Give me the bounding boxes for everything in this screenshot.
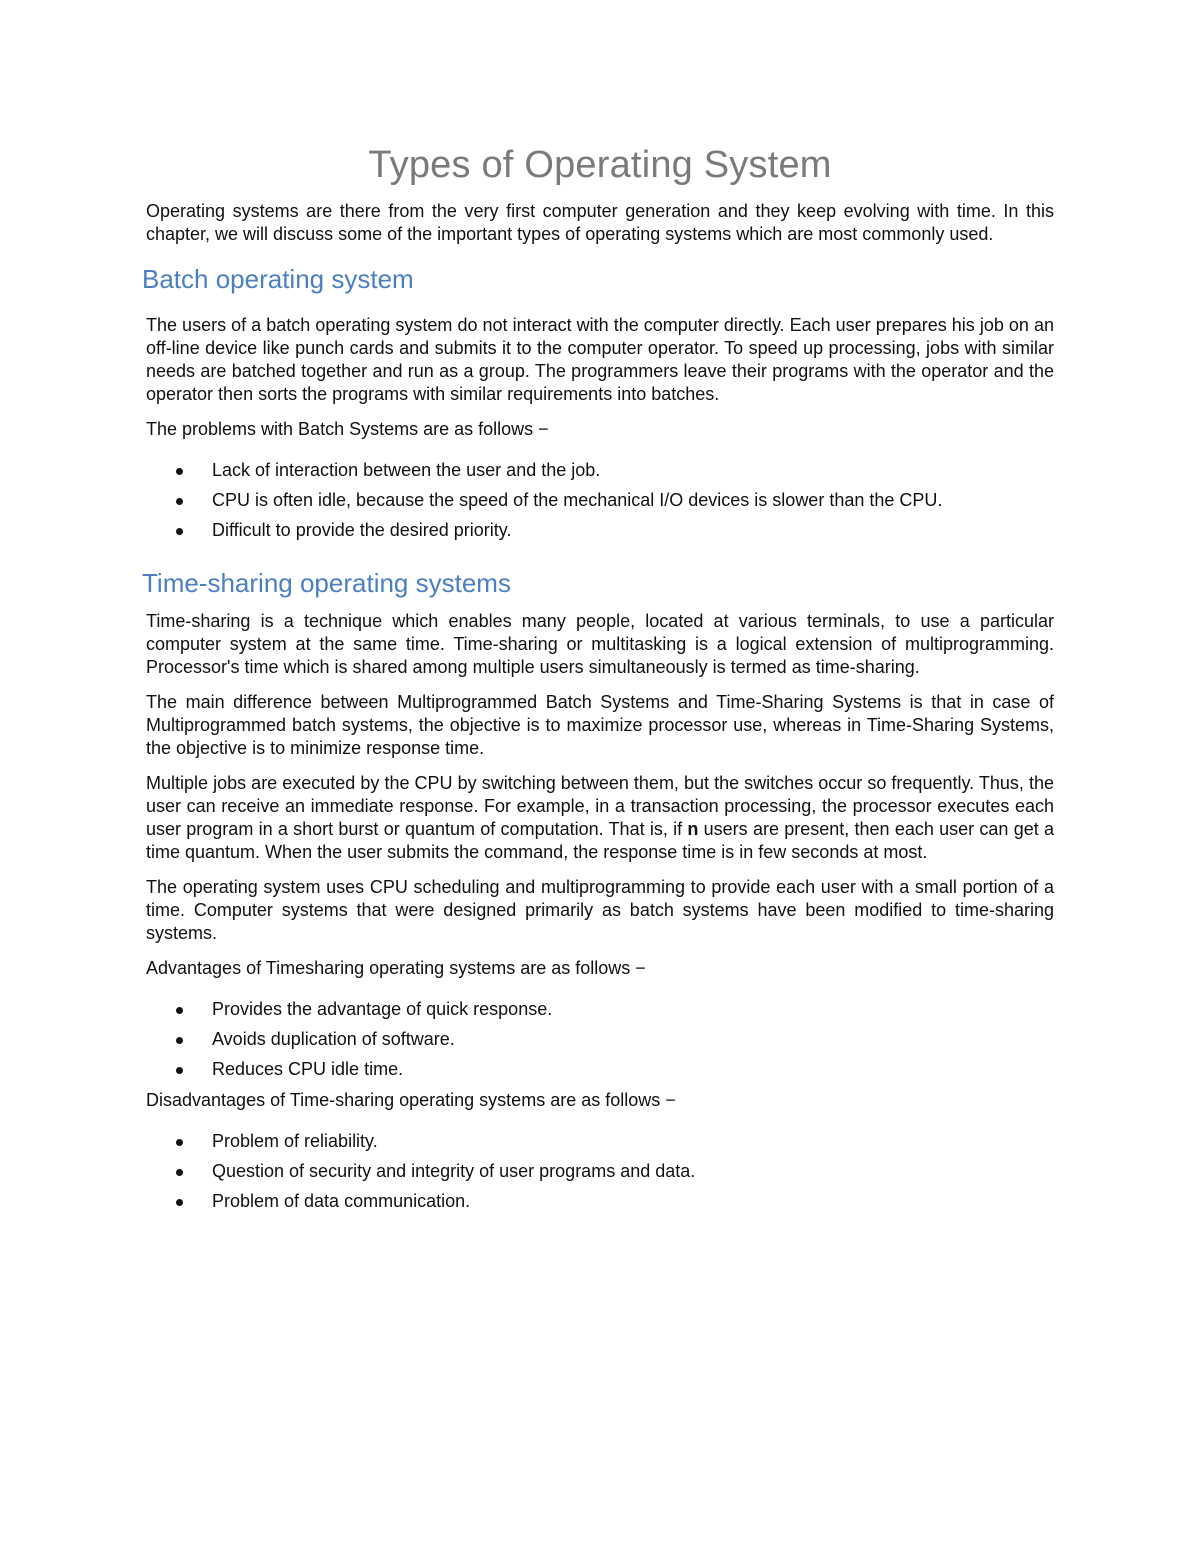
timesharing-paragraph-4: The operating system uses CPU scheduling and multiprogramming to provide each user with a small portion of a time. Computer systems that were designed primarily as batch systems have been modified to time-sharing systems. bbox=[146, 877, 1054, 943]
bullet-icon bbox=[176, 1007, 183, 1014]
list-item-text: Problem of reliability. bbox=[212, 1131, 378, 1151]
list-item-text: CPU is often idle, because the speed of the mechanical I/O devices is slower than the CPU. bbox=[212, 490, 943, 510]
bullet-icon bbox=[176, 1037, 183, 1044]
timesharing-paragraph-1: Time-sharing is a technique which enables many people, located at various terminals, to use a particular computer system at the same time. Time-sharing or multitasking is a logical extension of multiprogramming. Processor's time which is shared among multiple users simultaneously is termed as time-sharing. bbox=[146, 611, 1054, 677]
bullet-icon bbox=[176, 498, 183, 505]
list-item bbox=[146, 1058, 1054, 1081]
list-item bbox=[146, 1028, 1054, 1051]
emphasis-n: n bbox=[687, 819, 699, 839]
bullet-icon bbox=[176, 528, 183, 535]
batch-problems-lead: The problems with Batch Systems are as follows − bbox=[146, 419, 549, 439]
bullet-icon bbox=[176, 1169, 183, 1176]
batch-section-heading: Batch operating system bbox=[142, 264, 414, 294]
list-item bbox=[146, 1190, 1054, 1213]
bullet-icon bbox=[176, 1139, 183, 1146]
timesharing-paragraph-2: The main difference between Multiprogrammed Batch Systems and Time-Sharing Systems is that in case of Multiprogrammed batch systems, the objective is to maximize processor use, whereas in Time-Sharing Systems, the objective is to minimize response time. bbox=[146, 692, 1054, 758]
paragraph-text: users are present, then each user can get a time quantum. When the user submits the command, the response time is in few seconds at most. bbox=[146, 819, 1054, 862]
disadvantages-list bbox=[146, 1130, 1054, 1213]
list-item-text: Question of security and integrity of user programs and data. bbox=[212, 1161, 696, 1181]
list-item-text: Avoids duplication of software. bbox=[212, 1029, 455, 1049]
list-item bbox=[146, 519, 1054, 542]
bullet-icon bbox=[176, 1199, 183, 1206]
page-title: Types of Operating System bbox=[368, 144, 832, 186]
disadvantages-lead: Disadvantages of Time-sharing operating systems are as follows − bbox=[146, 1090, 676, 1110]
list-item-text: Lack of interaction between the user and the job. bbox=[212, 460, 601, 480]
list-item-text: Provides the advantage of quick response. bbox=[212, 999, 553, 1019]
batch-problems-list bbox=[146, 459, 1054, 542]
list-item bbox=[146, 1160, 1054, 1183]
timesharing-paragraph-3 bbox=[146, 772, 1054, 864]
advantages-list bbox=[146, 998, 1054, 1081]
bullet-icon bbox=[176, 1067, 183, 1074]
list-item-text: Difficult to provide the desired priority. bbox=[212, 520, 512, 540]
list-item-text: Problem of data communication. bbox=[212, 1191, 471, 1211]
list-item bbox=[146, 1130, 1054, 1153]
bullet-icon bbox=[176, 468, 183, 475]
paragraph-text: Multiple jobs are executed by the CPU by switching between them, but the switches occur so frequently. Thus, the user can receive an immediate response. For example, in a transaction processing, the processor executes each user program in a short burst or quantum of computation. That is, if bbox=[146, 773, 1054, 839]
timesharing-section-heading: Time-sharing operating systems bbox=[142, 568, 511, 598]
batch-paragraph: The users of a batch operating system do not interact with the computer directly. Each user prepares his job on an off-line device like punch cards and submits it to the computer operator. To speed up processing, jobs with similar needs are batched together and run as a group. The programmers leave their programs with the operator and the operator then sorts the programs with similar requirements into batches. bbox=[146, 315, 1054, 404]
list-item bbox=[146, 459, 1054, 482]
list-item bbox=[146, 998, 1054, 1021]
document-body bbox=[142, 140, 1054, 1221]
intro-paragraph: Operating systems are there from the very first computer generation and they keep evolving with time. In this chapter, we will discuss some of the important types of operating systems which are most commonly used. bbox=[146, 201, 1054, 244]
list-item bbox=[146, 489, 1054, 512]
list-item-text: Reduces CPU idle time. bbox=[212, 1059, 404, 1079]
advantages-lead: Advantages of Timesharing operating systems are as follows − bbox=[146, 958, 646, 978]
